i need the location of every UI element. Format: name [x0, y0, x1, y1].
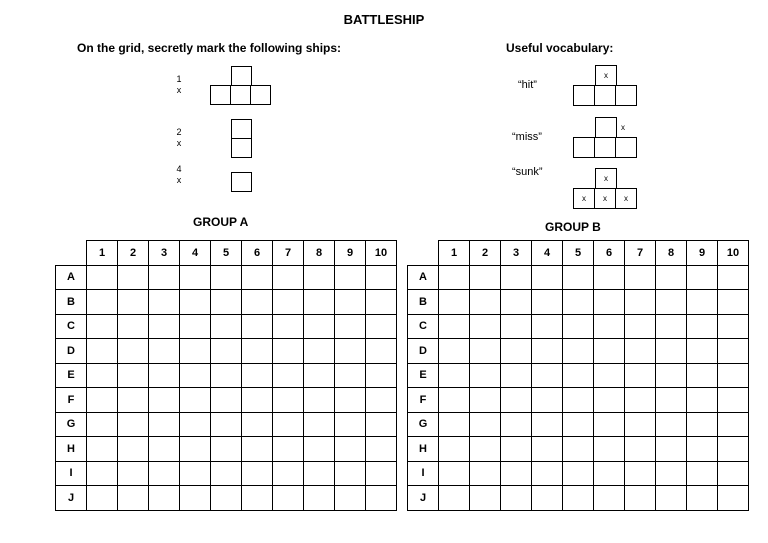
grid-cell[interactable] — [273, 461, 304, 486]
grid-cell[interactable] — [304, 437, 335, 462]
grid-cell[interactable] — [687, 437, 718, 462]
grid-cell[interactable] — [87, 486, 118, 511]
grid-cell[interactable] — [563, 437, 594, 462]
grid-cell[interactable] — [304, 314, 335, 339]
grid-cell[interactable] — [180, 461, 211, 486]
grid-cell[interactable] — [273, 437, 304, 462]
grid-cell[interactable] — [366, 314, 397, 339]
column-header: 6 — [594, 241, 625, 266]
sunk-mark: x — [615, 188, 637, 209]
grid-cell[interactable] — [470, 388, 501, 413]
row-header: J — [408, 486, 439, 511]
grid-cell[interactable] — [532, 412, 563, 437]
row-header: F — [56, 388, 87, 413]
grid-cell[interactable] — [532, 290, 563, 315]
grid-cell[interactable] — [532, 486, 563, 511]
grid-cell[interactable] — [439, 363, 470, 388]
grid-cell[interactable] — [718, 339, 749, 364]
grid-cell[interactable] — [594, 339, 625, 364]
column-header: 2 — [470, 241, 501, 266]
grid-cell[interactable] — [594, 461, 625, 486]
grid-cell[interactable] — [687, 363, 718, 388]
column-header: 1 — [87, 241, 118, 266]
grid-cell[interactable] — [718, 388, 749, 413]
grid-cell[interactable] — [470, 486, 501, 511]
ship-shape-3 — [231, 172, 252, 192]
column-header: 10 — [366, 241, 397, 266]
grid-cell[interactable] — [366, 363, 397, 388]
grid-cell[interactable] — [563, 265, 594, 290]
vocab-sunk: “sunk” — [512, 166, 543, 178]
column-header: 1 — [439, 241, 470, 266]
page-title: BATTLESHIP — [343, 12, 425, 27]
grid-cell[interactable] — [594, 363, 625, 388]
column-header: 3 — [149, 241, 180, 266]
grid-cell[interactable] — [366, 486, 397, 511]
grid-cell[interactable] — [149, 265, 180, 290]
grid-cell[interactable] — [273, 388, 304, 413]
grid-cell[interactable] — [273, 314, 304, 339]
grid-cell[interactable] — [242, 486, 273, 511]
grid-cell[interactable] — [594, 314, 625, 339]
grid-cell[interactable] — [439, 461, 470, 486]
ship-count-label: 4 x — [176, 164, 182, 185]
ship-shape-2 — [231, 119, 252, 159]
grid-cell[interactable] — [470, 265, 501, 290]
grid-cell[interactable] — [532, 388, 563, 413]
grid-cell[interactable] — [656, 388, 687, 413]
grid-cell[interactable] — [273, 412, 304, 437]
row-header: J — [56, 486, 87, 511]
grid-cell[interactable] — [439, 290, 470, 315]
grid-cell[interactable] — [87, 290, 118, 315]
grid-cell[interactable] — [501, 339, 532, 364]
grid-cell[interactable] — [304, 363, 335, 388]
row-header: I — [408, 461, 439, 486]
grid-cell[interactable] — [118, 363, 149, 388]
grid-cell[interactable] — [687, 314, 718, 339]
grid-cell[interactable] — [501, 290, 532, 315]
column-header: 7 — [625, 241, 656, 266]
grid-cell[interactable] — [470, 437, 501, 462]
grid-cell[interactable] — [211, 265, 242, 290]
hit-mark: x — [595, 65, 617, 86]
grid-cell[interactable] — [211, 461, 242, 486]
grid-row — [408, 486, 749, 511]
grid-cell[interactable] — [625, 412, 656, 437]
grid-cell[interactable] — [242, 461, 273, 486]
grid-cell[interactable] — [718, 314, 749, 339]
battleship-grid-group-a — [55, 240, 397, 511]
grid-cell[interactable] — [656, 461, 687, 486]
grid-header-row — [408, 241, 749, 266]
miss-diagram — [573, 117, 639, 159]
grid-row — [408, 265, 749, 290]
grid-row — [56, 388, 397, 413]
grid-cell[interactable] — [532, 314, 563, 339]
grid-cell[interactable] — [501, 314, 532, 339]
grid-cell[interactable] — [532, 461, 563, 486]
grid-cell[interactable] — [439, 486, 470, 511]
grid-cell[interactable] — [211, 437, 242, 462]
grid-cell[interactable] — [118, 314, 149, 339]
grid-cell[interactable] — [180, 314, 211, 339]
grid-cell[interactable] — [718, 363, 749, 388]
grid-row — [408, 339, 749, 364]
grid-cell[interactable] — [211, 486, 242, 511]
grid-cell[interactable] — [118, 290, 149, 315]
grid-cell[interactable] — [273, 339, 304, 364]
grid-cell[interactable] — [656, 290, 687, 315]
grid-cell[interactable] — [273, 265, 304, 290]
column-header: 3 — [501, 241, 532, 266]
grid-cell[interactable] — [149, 412, 180, 437]
grid-cell[interactable] — [687, 290, 718, 315]
grid-cell[interactable] — [87, 461, 118, 486]
grid-row — [408, 363, 749, 388]
grid-cell[interactable] — [501, 412, 532, 437]
grid-row — [408, 314, 749, 339]
grid-cell[interactable] — [87, 437, 118, 462]
grid-cell[interactable] — [687, 339, 718, 364]
grid-cell[interactable] — [335, 290, 366, 315]
grid-cell[interactable] — [656, 339, 687, 364]
grid-cell[interactable] — [273, 290, 304, 315]
grid-cell[interactable] — [118, 412, 149, 437]
grid-row — [56, 265, 397, 290]
grid-cell[interactable] — [149, 461, 180, 486]
row-header: A — [408, 265, 439, 290]
grid-cell[interactable] — [242, 412, 273, 437]
grid-cell[interactable] — [304, 388, 335, 413]
grid-cell[interactable] — [718, 437, 749, 462]
grid-cell[interactable] — [304, 290, 335, 315]
grid-cell[interactable] — [118, 437, 149, 462]
grid-cell[interactable] — [718, 412, 749, 437]
grid-cell[interactable] — [87, 363, 118, 388]
sunk-mark: x — [594, 188, 616, 209]
row-header: C — [408, 314, 439, 339]
grid-cell[interactable] — [594, 265, 625, 290]
grid-corner — [408, 241, 439, 266]
grid-cell[interactable] — [501, 388, 532, 413]
grid-row — [56, 486, 397, 511]
row-header: D — [408, 339, 439, 364]
grid-cell[interactable] — [625, 265, 656, 290]
grid-cell[interactable] — [625, 290, 656, 315]
grid-cell[interactable] — [563, 412, 594, 437]
grid-cell[interactable] — [625, 486, 656, 511]
ship-shape-1 — [210, 66, 274, 106]
grid-cell[interactable] — [687, 461, 718, 486]
row-header: G — [408, 412, 439, 437]
grid-cell[interactable] — [149, 339, 180, 364]
group-a-label: GROUP A — [193, 215, 249, 229]
grid-cell[interactable] — [211, 314, 242, 339]
grid-row — [56, 314, 397, 339]
grid-cell[interactable] — [180, 363, 211, 388]
grid-cell[interactable] — [242, 290, 273, 315]
grid-cell[interactable] — [439, 388, 470, 413]
grid-row — [408, 412, 749, 437]
grid-cell[interactable] — [532, 363, 563, 388]
column-header: 8 — [304, 241, 335, 266]
grid-cell[interactable] — [563, 388, 594, 413]
grid-cell[interactable] — [439, 265, 470, 290]
row-header: I — [56, 461, 87, 486]
grid-cell[interactable] — [439, 339, 470, 364]
grid-cell[interactable] — [470, 412, 501, 437]
row-header: D — [56, 339, 87, 364]
grid-cell[interactable] — [470, 461, 501, 486]
grid-cell[interactable] — [149, 290, 180, 315]
grid-cell[interactable] — [118, 486, 149, 511]
grid-row — [56, 290, 397, 315]
grid-cell[interactable] — [180, 486, 211, 511]
grid-cell[interactable] — [718, 290, 749, 315]
grid-cell[interactable] — [335, 437, 366, 462]
grid-cell[interactable] — [625, 339, 656, 364]
grid-cell[interactable] — [563, 290, 594, 315]
grid-cell[interactable] — [532, 265, 563, 290]
row-header: F — [408, 388, 439, 413]
ship-count-label: 1 x — [176, 74, 182, 95]
grid-cell[interactable] — [594, 290, 625, 315]
group-b-label: GROUP B — [545, 220, 601, 234]
hit-diagram — [573, 65, 639, 107]
grid-cell[interactable] — [439, 412, 470, 437]
grid-cell[interactable] — [470, 290, 501, 315]
ship-count-label: 2 x — [176, 127, 182, 148]
grid-row — [56, 437, 397, 462]
sunk-mark: x — [595, 168, 617, 189]
grid-cell[interactable] — [532, 437, 563, 462]
grid-cell[interactable] — [242, 339, 273, 364]
grid-cell[interactable] — [180, 412, 211, 437]
grid-cell[interactable] — [211, 290, 242, 315]
row-header: E — [408, 363, 439, 388]
grid-row — [56, 339, 397, 364]
grid-cell[interactable] — [87, 412, 118, 437]
grid-cell[interactable] — [87, 314, 118, 339]
grid-cell[interactable] — [625, 314, 656, 339]
grid-cell[interactable] — [470, 339, 501, 364]
column-header: 9 — [687, 241, 718, 266]
grid-row — [408, 437, 749, 462]
sunk-diagram — [573, 168, 639, 210]
grid-cell[interactable] — [242, 265, 273, 290]
grid-cell[interactable] — [563, 363, 594, 388]
grid-cell[interactable] — [470, 314, 501, 339]
grid-cell[interactable] — [211, 412, 242, 437]
grid-cell[interactable] — [501, 265, 532, 290]
grid-cell[interactable] — [656, 363, 687, 388]
grid-cell[interactable] — [656, 314, 687, 339]
grid-cell[interactable] — [718, 265, 749, 290]
grid-cell[interactable] — [211, 388, 242, 413]
column-header: 6 — [242, 241, 273, 266]
grid-cell[interactable] — [118, 461, 149, 486]
grid-cell[interactable] — [87, 339, 118, 364]
vocab-hit: “hit” — [518, 79, 537, 91]
grid-cell[interactable] — [687, 265, 718, 290]
grid-cell[interactable] — [563, 339, 594, 364]
grid-cell[interactable] — [335, 461, 366, 486]
grid-cell[interactable] — [304, 461, 335, 486]
grid-cell[interactable] — [242, 437, 273, 462]
row-header: G — [56, 412, 87, 437]
grid-cell[interactable] — [211, 363, 242, 388]
grid-cell[interactable] — [304, 412, 335, 437]
row-header: B — [408, 290, 439, 315]
grid-cell[interactable] — [439, 314, 470, 339]
row-header: A — [56, 265, 87, 290]
column-header: 8 — [656, 241, 687, 266]
grid-cell[interactable] — [273, 486, 304, 511]
grid-cell[interactable] — [149, 314, 180, 339]
grid-row — [56, 363, 397, 388]
grid-cell[interactable] — [180, 265, 211, 290]
grid-cell[interactable] — [335, 363, 366, 388]
grid-cell[interactable] — [366, 339, 397, 364]
grid-cell[interactable] — [366, 388, 397, 413]
grid-cell[interactable] — [470, 363, 501, 388]
grid-cell[interactable] — [656, 437, 687, 462]
instructions-heading: On the grid, secretly mark the following ships: — [77, 41, 342, 55]
sunk-mark: x — [573, 188, 595, 209]
grid-cell[interactable] — [625, 437, 656, 462]
grid-cell[interactable] — [335, 486, 366, 511]
grid-cell[interactable] — [594, 412, 625, 437]
grid-cell[interactable] — [656, 486, 687, 511]
vocabulary-heading: Useful vocabulary: — [506, 41, 614, 55]
grid-cell[interactable] — [656, 412, 687, 437]
grid-cell[interactable] — [180, 339, 211, 364]
grid-cell[interactable] — [242, 388, 273, 413]
grid-cell[interactable] — [149, 437, 180, 462]
grid-cell[interactable] — [625, 363, 656, 388]
row-header: H — [408, 437, 439, 462]
grid-cell[interactable] — [304, 339, 335, 364]
grid-cell[interactable] — [501, 363, 532, 388]
grid-cell[interactable] — [563, 486, 594, 511]
column-header: 7 — [273, 241, 304, 266]
grid-row — [408, 388, 749, 413]
column-header: 5 — [211, 241, 242, 266]
grid-cell[interactable] — [501, 486, 532, 511]
grid-row — [408, 290, 749, 315]
column-header: 2 — [118, 241, 149, 266]
miss-mark: x — [621, 123, 625, 132]
grid-cell[interactable] — [118, 265, 149, 290]
grid-cell[interactable] — [180, 437, 211, 462]
grid-cell[interactable] — [718, 461, 749, 486]
grid-cell[interactable] — [304, 486, 335, 511]
grid-cell[interactable] — [180, 388, 211, 413]
grid-cell[interactable] — [242, 363, 273, 388]
grid-cell[interactable] — [118, 339, 149, 364]
grid-cell[interactable] — [87, 388, 118, 413]
grid-cell[interactable] — [180, 290, 211, 315]
grid-cell[interactable] — [304, 265, 335, 290]
grid-cell[interactable] — [718, 486, 749, 511]
column-header: 5 — [563, 241, 594, 266]
grid-cell[interactable] — [335, 339, 366, 364]
grid-cell[interactable] — [563, 314, 594, 339]
grid-cell[interactable] — [366, 290, 397, 315]
grid-cell[interactable] — [501, 461, 532, 486]
grid-cell[interactable] — [594, 437, 625, 462]
grid-cell[interactable] — [335, 314, 366, 339]
grid-cell[interactable] — [366, 437, 397, 462]
grid-cell[interactable] — [532, 339, 563, 364]
grid-cell[interactable] — [211, 339, 242, 364]
grid-row — [56, 412, 397, 437]
vocab-miss: “miss” — [512, 131, 542, 143]
grid-cell[interactable] — [366, 265, 397, 290]
grid-cell[interactable] — [366, 412, 397, 437]
grid-cell[interactable] — [87, 265, 118, 290]
grid-cell[interactable] — [335, 412, 366, 437]
grid-cell[interactable] — [625, 461, 656, 486]
column-header: 9 — [335, 241, 366, 266]
grid-cell[interactable] — [273, 363, 304, 388]
grid-cell[interactable] — [687, 412, 718, 437]
column-header: 4 — [532, 241, 563, 266]
grid-cell[interactable] — [335, 265, 366, 290]
row-header: E — [56, 363, 87, 388]
grid-row — [408, 461, 749, 486]
column-header: 10 — [718, 241, 749, 266]
grid-cell[interactable] — [563, 461, 594, 486]
grid-header-row — [56, 241, 397, 266]
row-header: B — [56, 290, 87, 315]
battleship-grid-group-b — [407, 240, 749, 511]
grid-cell[interactable] — [439, 437, 470, 462]
grid-cell[interactable] — [687, 486, 718, 511]
grid-cell[interactable] — [625, 388, 656, 413]
row-header: H — [56, 437, 87, 462]
grid-cell[interactable] — [149, 388, 180, 413]
grid-cell[interactable] — [366, 461, 397, 486]
grid-cell[interactable] — [687, 388, 718, 413]
column-header: 4 — [180, 241, 211, 266]
grid-cell[interactable] — [594, 388, 625, 413]
grid-cell[interactable] — [149, 486, 180, 511]
row-header: C — [56, 314, 87, 339]
grid-cell[interactable] — [335, 388, 366, 413]
grid-row — [56, 461, 397, 486]
grid-cell[interactable] — [501, 437, 532, 462]
grid-cell[interactable] — [594, 486, 625, 511]
grid-cell[interactable] — [149, 363, 180, 388]
grid-cell[interactable] — [118, 388, 149, 413]
grid-corner — [56, 241, 87, 266]
grid-cell[interactable] — [656, 265, 687, 290]
grid-cell[interactable] — [242, 314, 273, 339]
